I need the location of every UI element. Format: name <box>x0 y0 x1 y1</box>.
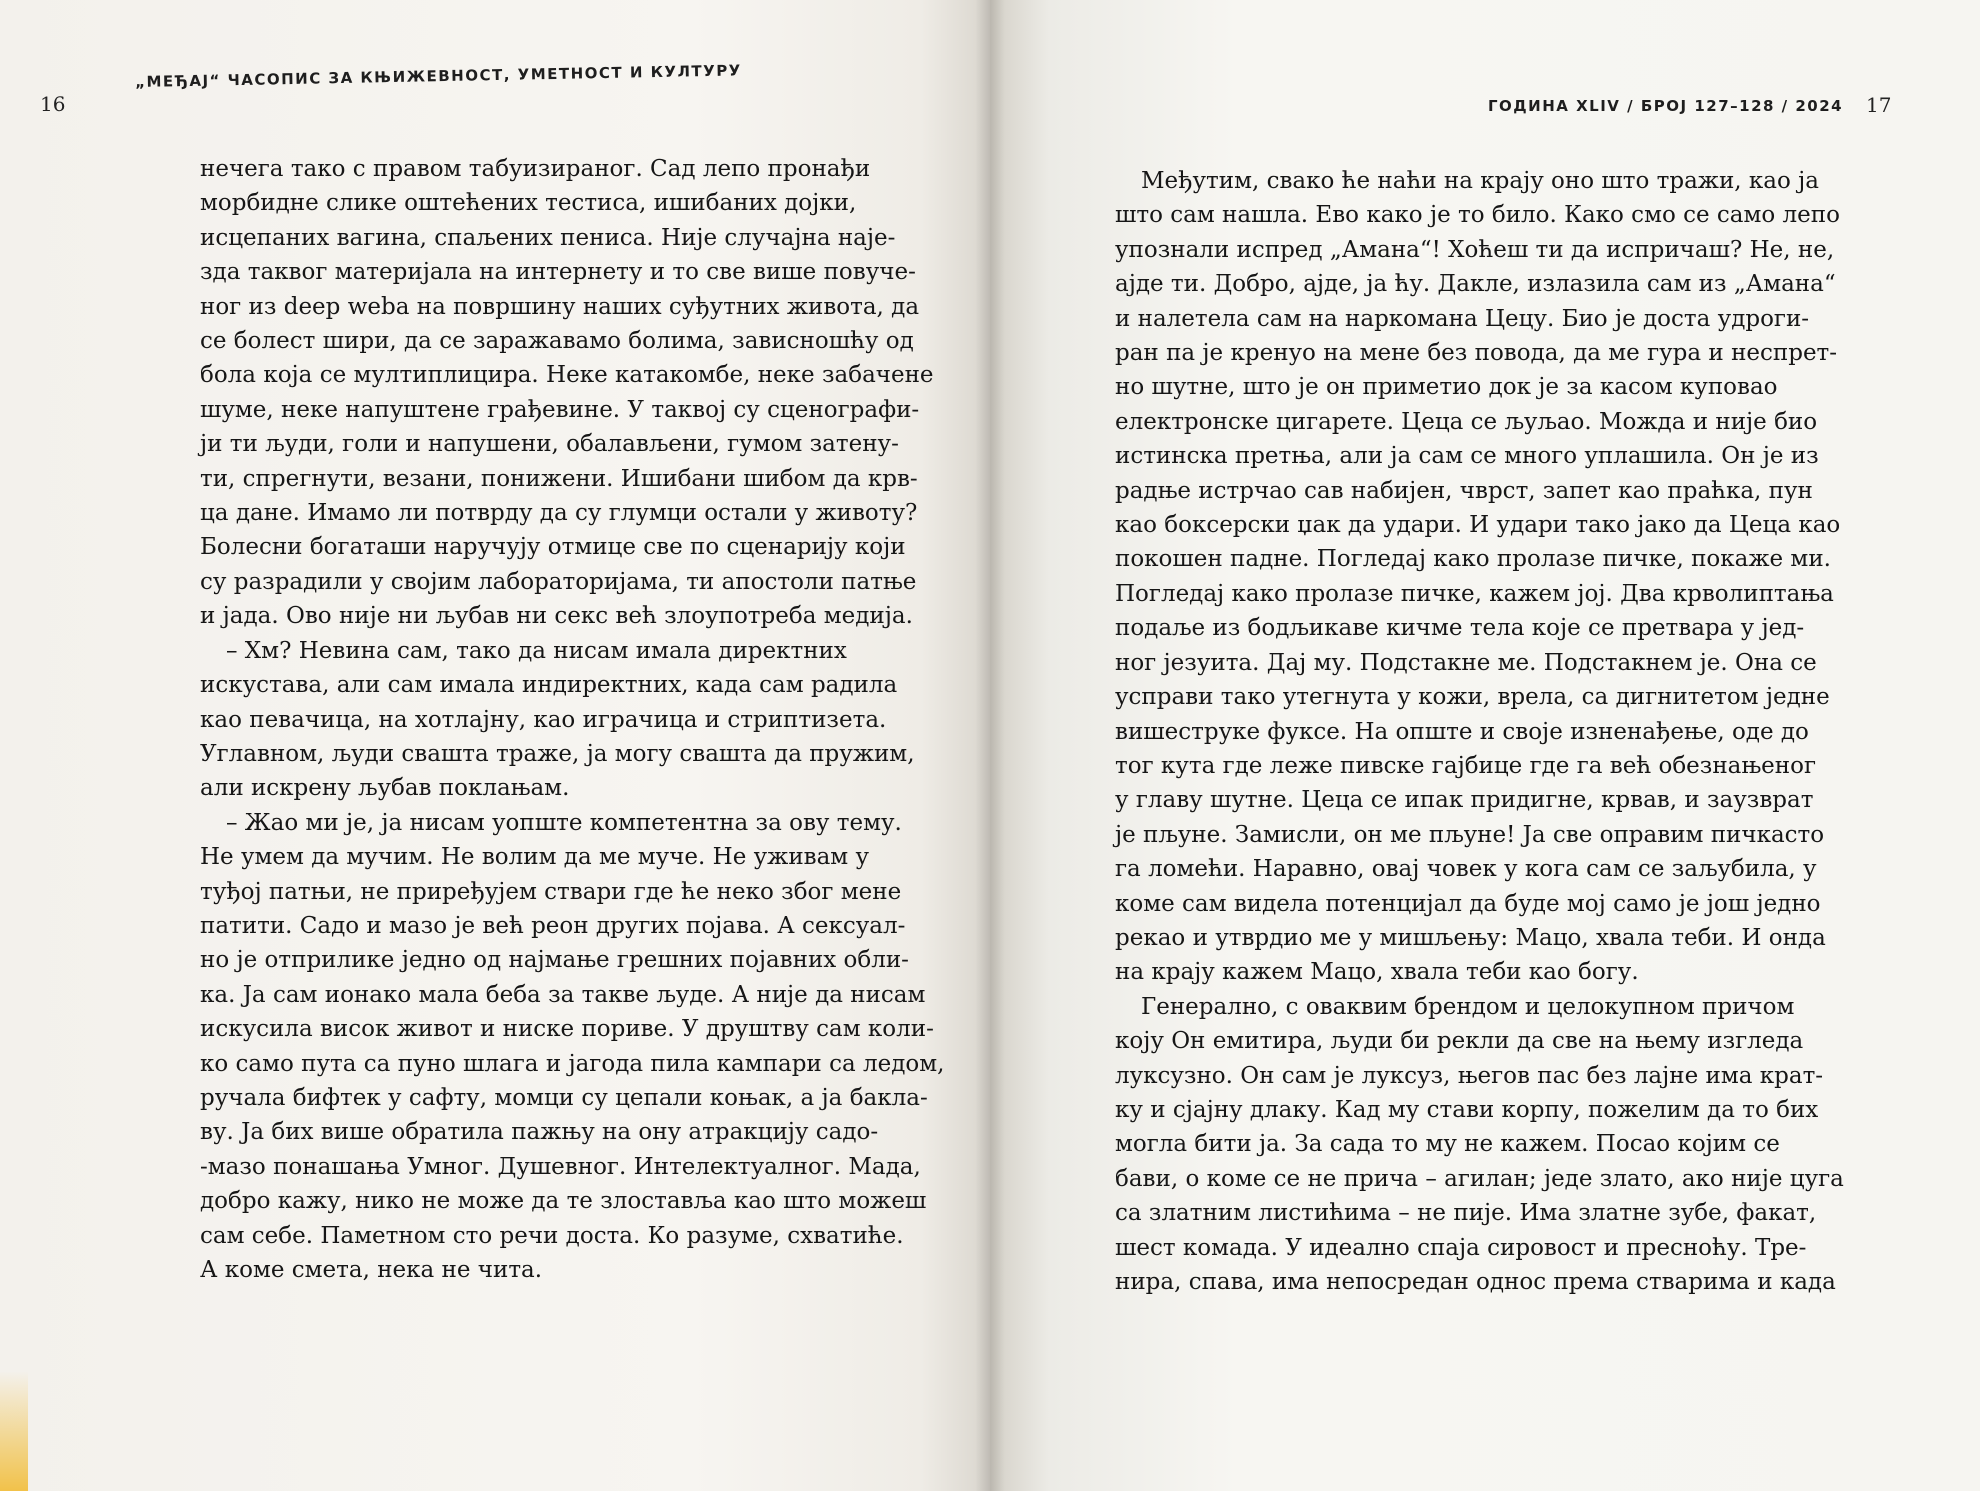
text-line: усправи тако утегнута у кожи, врела, са дигнитетом једне <box>1115 684 1830 711</box>
text-line: шест комада. У идеално спаја сировост и преснoћу. Тре- <box>1115 1234 1807 1261</box>
text-line: нечега тако с правом табуизираног. Сад лепо пронађи <box>200 156 871 182</box>
text-line: луксузно. Он сам је луксуз, његов пас без лајне има крат- <box>1115 1062 1824 1089</box>
left-body-text <box>200 152 945 1287</box>
right-page <box>990 0 1980 1491</box>
text-line: на крају кажем Мацо, хвала теби као богу. <box>1115 959 1639 986</box>
text-line: Углавном, људи свашта траже, ја могу свашта да пружим, <box>200 740 915 767</box>
text-line: сам себе. Паметном сто речи доста. Ко разуме, схватиће. <box>200 1222 904 1249</box>
text-line: се болест шири, да се заражавамо болима, зависношћу од <box>200 328 914 355</box>
right-body-text <box>1115 164 1844 1299</box>
text-line: подаље из бодљикаве кичме тела које се претвара у јед- <box>1115 615 1805 642</box>
page-edge-tint <box>0 1371 28 1491</box>
text-line: Болесни богаташи наручују отмице све по сценарију који <box>200 534 906 561</box>
text-line: А коме смета, нека не чита. <box>200 1257 543 1283</box>
text-line: – Жао ми је, ја нисам уопште компетентна за ову тему. <box>226 809 902 836</box>
text-line: зда таквог материјала на интернету и то све више повуче- <box>200 259 916 286</box>
text-line: коју Он емитира, људи би рекли да све на њему изгледа <box>1115 1028 1804 1055</box>
text-line: морбидне слике оштећених тестиса, ишибаних дојки, <box>200 190 857 217</box>
text-line: туђој патњи, не приређујем ствари где ће неко због мене <box>200 878 902 905</box>
text-line: могла бити ја. За сада то му не кажем. Посао којим се <box>1115 1131 1780 1158</box>
text-line: ног језуита. Дај му. Подстакне ме. Подстакнем је. Она се <box>1115 649 1817 676</box>
text-line: ву. Ја бих више обратила пажњу на ону атракцију садо- <box>200 1119 879 1146</box>
right-page-number: 17 <box>1866 93 1892 117</box>
text-line: што сам нашла. Ево како је то било. Како смо се само лепо <box>1115 202 1840 229</box>
text-line: ти, спрегнути, везани, понижени. Ишибани шибом да крв- <box>200 465 918 492</box>
text-line: као боксерски џак да удари. И удари тако јако да Цеца као <box>1115 512 1841 539</box>
text-line: ручала бифтек у сафту, момци су цепали коњак, а ја бакла- <box>200 1084 928 1111</box>
text-line: га ломећи. Наравно, овај човек у кога сам се заљубила, у <box>1115 856 1817 883</box>
text-line: -мазо понашања Умног. Душевног. Интелектуалног. Мада, <box>200 1153 921 1180</box>
text-line: искусила висок живот и ниске пориве. У друштву сам коли- <box>200 1016 934 1043</box>
text-line: као певачица, на хотлајну, као играчица и стриптизета. <box>200 706 887 733</box>
text-line: добро кажу, нико не може да те злоставља као што можеш <box>200 1188 927 1215</box>
text-line: истинска претња, али ја сам се много уплашила. Он је из <box>1115 443 1819 470</box>
text-line: ран па је кренуо на мене без повода, да ме гура и неспрет- <box>1115 340 1838 367</box>
text-line: упознали испред „Амана“! Хоћеш ти да испричаш? Не, не, <box>1115 236 1835 263</box>
text-line: су разрадили у својим лабораторијама, ти апостоли патње <box>200 568 917 595</box>
text-line: Погледај како пролазе пичке, кажем јој. Два крволиптања <box>1115 580 1834 607</box>
text-line: ко само пута са пуно шлага и јагода пила кампари са ледом, <box>200 1050 945 1077</box>
text-line: у главу шутне. Цеца се ипак придигне, крвав, и заузврат <box>1115 787 1814 814</box>
text-line: ца дане. Имамо ли потврду да су глумци остали у животу? <box>200 500 918 527</box>
text-line: но шутне, што је он приметио док је за касом куповао <box>1115 374 1778 401</box>
text-line: исцепаних вагина, спаљених пениса. Није случајна најe- <box>200 224 896 251</box>
text-line: – Хм? Невина сам, тако да нисам имала директних <box>226 637 847 664</box>
text-line: но је отприлике једно од најмање грешних појавних обли- <box>200 947 909 974</box>
text-line: нира, спава, има непосредан однос према стварима и када <box>1115 1269 1836 1295</box>
left-running-head: „МЕЂАЈ“ ЧАСОПИС ЗА КЊИЖЕВНОСТ, УМЕТНОСТ И КУЛТУРУ <box>135 61 742 91</box>
text-line: ајде ти. Добро, ајде, ја ћу. Дакле, излазила сам из „Амана“ <box>1115 271 1836 298</box>
book-gutter <box>975 0 1005 1491</box>
text-line: тог кута где леже пивске гајбице где га већ обезнањеног <box>1115 752 1817 779</box>
right-running-head: ГОДИНА XLIV / БРОЈ 127–128 / 2024 <box>1488 97 1844 115</box>
text-line: Међутим, свако ће наћи на крају оно што тражи, као ја <box>1141 168 1820 194</box>
text-line: бави, о коме се не прича – агилан; једе злато, ако није цуга <box>1115 1165 1844 1192</box>
text-line: и јада. Ово није ни љубав ни секс већ злоупотреба медија. <box>200 603 913 630</box>
text-line: ји ти људи, голи и напушени, обалављени, гумом затену- <box>200 431 899 458</box>
text-line: патити. Садо и мазо је већ реон других појава. А сексуал- <box>200 912 906 939</box>
text-line: је пљуне. Замисли, он ме пљуне! Ја све оправим пичкасто <box>1115 821 1825 848</box>
text-line: Не умем да мучим. Не волим да ме муче. Не уживам у <box>200 844 870 871</box>
text-line: Генерално, с оваквим брендом и целокупном причом <box>1141 993 1795 1020</box>
text-line: ка. Ја сам ионако мала беба за такве људе. А није да нисам <box>200 981 926 1008</box>
text-line: шуме, неке напуштене грађевине. У таквој су сценографи- <box>200 396 920 423</box>
text-line: радње истрчао сав набијен, чврст, запет као праћка, пун <box>1115 477 1813 504</box>
left-page-number: 16 <box>40 92 66 116</box>
text-line: са златним листићима – не пије. Има златне зубе, факат, <box>1115 1200 1817 1227</box>
text-line: и налетела сам на наркомана Цецу. Био је доста удроги- <box>1115 305 1810 332</box>
text-line: вишеструке фуксе. На опште и своје изненађење, оде до <box>1115 718 1809 745</box>
text-line: коме сам видела потенцијал да буде мој само је још једно <box>1115 890 1821 917</box>
text-line: покошен падне. Погледај како пролазе пичке, покаже ми. <box>1115 546 1831 573</box>
text-line: али искрену љубав поклањам. <box>200 775 570 802</box>
text-line: ног из deep weba на површину наших суђутних живота, да <box>200 293 920 320</box>
text-line: електронске цигарете. Цеца се љуљао. Можда и није био <box>1115 408 1818 435</box>
text-line: ку и сјајну длаку. Кад му стави корпу, пожелим да то бих <box>1115 1096 1819 1123</box>
text-line: бола која се мултиплицира. Неке катакомбе, неке забачене <box>200 362 934 389</box>
text-line: искустава, али сам имала индиректних, када сам радила <box>200 672 898 699</box>
text-line: рекао и утврдио ме у мишљењу: Мацо, хвала теби. И онда <box>1115 924 1826 951</box>
